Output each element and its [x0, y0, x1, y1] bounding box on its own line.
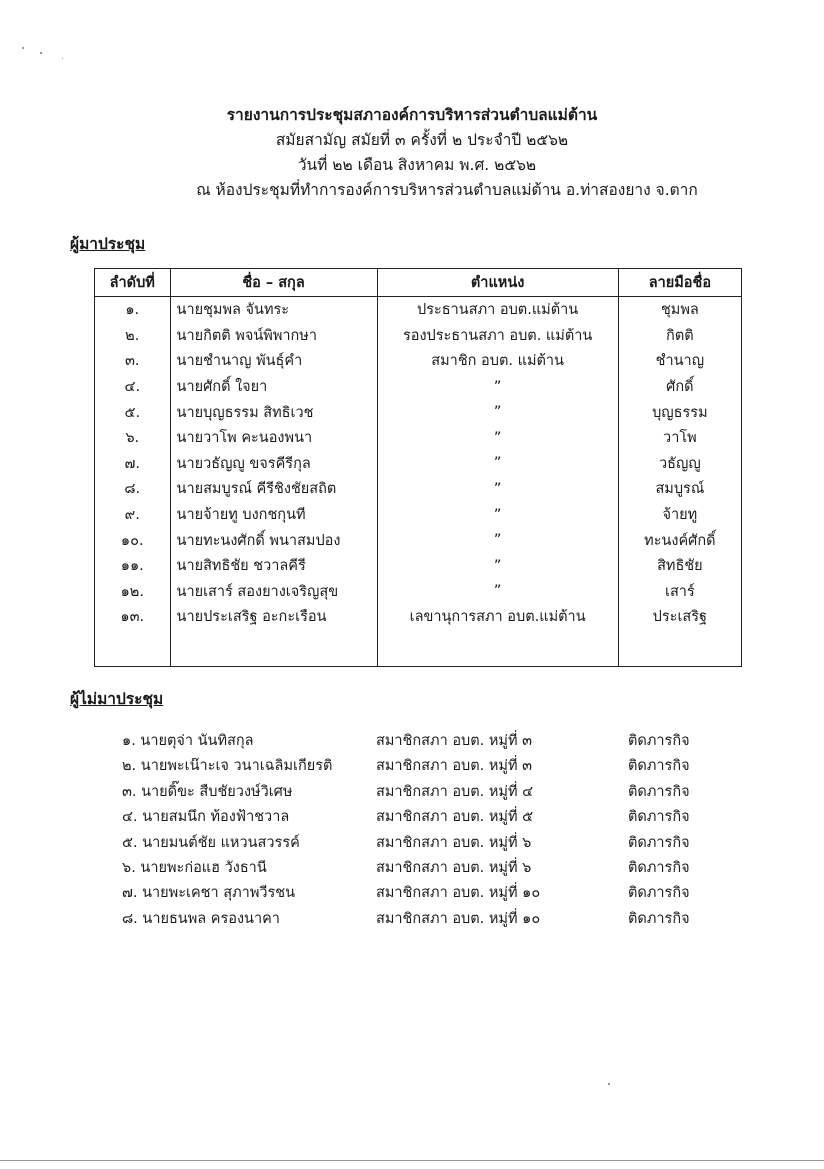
attendee-position: ประธานสภา อบต.แม่ต้าน [377, 297, 618, 323]
column-header-signature: ลายมือชื่อ [618, 269, 741, 297]
attendee-position: ” [377, 425, 618, 451]
absentee-name: ๖. นายพะก่อแฮ วังธานี [122, 859, 267, 876]
list-item [122, 829, 742, 854]
attendee-signature: ทะนงค์ศักดิ์ [618, 527, 741, 553]
row-number: ๗. [95, 451, 171, 477]
list-item [122, 905, 742, 930]
attendee-signature: จ้ายทู [618, 502, 741, 528]
empty-cell [618, 630, 741, 667]
attendee-position: รองประธานสภา อบต. แม่ต้าน [377, 323, 618, 349]
absentee-reason: ติดภารกิจ [628, 859, 690, 876]
row-number: ๑๒. [95, 579, 171, 605]
attendee-name: นายสมบูรณ์ คีรีชิงชัยสถิต [170, 476, 377, 502]
attendee-name: นายจ้ายทู บงกชกุนที [170, 502, 377, 528]
attendee-name: นายทะนงศักดิ์ พนาสมปอง [170, 527, 377, 553]
attendee-position: ” [377, 451, 618, 477]
absentee-position: สมาชิกสภา อบต. หมู่ที่ ๕ [376, 809, 534, 826]
list-item [122, 778, 742, 803]
absentee-name: ๑. นายตุจ่า นันทิสกุล [122, 733, 254, 749]
table-row [95, 502, 742, 528]
row-number: ๘. [95, 476, 171, 502]
attendees-heading: ผู้มาประชุม [70, 235, 146, 253]
absentee-position: สมาชิกสภา อบต. หมู่ที่ ๖ [376, 834, 532, 851]
attendee-name: นายชุมพล จันทระ [170, 297, 377, 323]
row-number: ๓. [95, 348, 171, 374]
attendee-signature: สิทธิชัย [618, 553, 741, 579]
attendee-signature: วาโพ [618, 425, 741, 451]
table-row [95, 553, 742, 579]
absentee-position: สมาชิกสภา อบต. หมู่ที่ ๑๐ [376, 910, 541, 927]
column-header-name: ชื่อ – สกุล [170, 269, 377, 297]
scan-edge-line [0, 1160, 824, 1161]
row-number: ๖. [95, 425, 171, 451]
attendee-position: ” [377, 399, 618, 425]
attendee-position: ” [377, 527, 618, 553]
attendee-position: สมาชิก อบต. แม่ต้าน [377, 348, 618, 374]
table-row [95, 476, 742, 502]
attendee-name: นายวธัญญู ขจรคีรีกุล [170, 451, 377, 477]
list-item [122, 803, 742, 828]
attendee-signature: ชุมพล [618, 297, 741, 323]
attendee-signature: ประเสริฐ [618, 604, 741, 630]
table-row [95, 425, 742, 451]
list-item [122, 752, 742, 777]
attendee-signature: วธัญญู [618, 451, 741, 477]
row-number: ๑๐. [95, 527, 171, 553]
attendee-name: นายศักดิ์ ใจยา [170, 374, 377, 400]
absentee-name: ๘. นายธนพล ครองนาคา [122, 910, 280, 927]
absentee-position: สมาชิกสภา อบต. หมู่ที่ ๖ [376, 859, 532, 876]
absentee-position: สมาชิกสภา อบต. หมู่ที่ ๑๐ [376, 885, 541, 902]
absentee-name: ๗. นายพะเคชา สุภาพวีรชน [122, 885, 296, 902]
absentee-reason: ติดภารกิจ [628, 733, 690, 749]
table-row [95, 604, 742, 630]
table-row [95, 527, 742, 553]
row-number: ๕. [95, 399, 171, 425]
table-row [95, 297, 742, 323]
list-item [122, 727, 742, 752]
attendee-position: ” [377, 579, 618, 605]
attendee-position: เลขานุการสภา อบต.แม่ต้าน [377, 604, 618, 630]
document-title: รายงานการประชุมสภาองค์การบริหารส่วนตำบลแม่ต้าน [226, 106, 598, 124]
attendee-signature: เสาร์ [618, 579, 741, 605]
absentee-position: สมาชิกสภา อบต. หมู่ที่ ๓ [376, 758, 533, 775]
column-header-no: ลำดับที่ [95, 269, 171, 297]
absentee-name: ๕. นายมนต์ชัย แหวนสวรรค์ [122, 834, 300, 851]
attendee-name: นายบุญธรรม สิทธิเวช [170, 399, 377, 425]
attendee-name: นายประเสริฐ อะกะเรือน [170, 604, 377, 630]
absentee-reason: ติดภารกิจ [628, 885, 690, 902]
attendees-table [94, 268, 742, 667]
absentee-reason: ติดภารกิจ [628, 758, 690, 775]
absentees-list [122, 727, 742, 930]
table-row [95, 348, 742, 374]
column-header-position: ตำแหน่ง [377, 269, 618, 297]
attendee-signature: ชำนาญ [618, 348, 741, 374]
attendee-name: นายสิทธิชัย ชวาลคีรี [170, 553, 377, 579]
row-number: ๔. [95, 374, 171, 400]
absentee-position: สมาชิกสภา อบต. หมู่ที่ ๓ [376, 733, 533, 749]
absentee-position: สมาชิกสภา อบต. หมู่ที่ ๔ [376, 783, 534, 800]
location-line: ณ ห้องประชุมที่ทำการองค์การบริหารส่วนตำบลแม่ต้าน อ.ท่าสองยาง จ.ตาก [196, 181, 698, 199]
table-row [95, 399, 742, 425]
row-number: ๑. [95, 297, 171, 323]
absentee-reason: ติดภารกิจ [628, 834, 690, 851]
scan-speck [608, 1083, 610, 1085]
absentee-reason: ติดภารกิจ [628, 809, 690, 826]
attendee-signature: ศักดิ์ [618, 374, 741, 400]
scan-speck [40, 52, 42, 54]
table-row-empty [95, 630, 742, 667]
empty-cell [377, 630, 618, 667]
absentee-name: ๒. นายพะเน๊าะเจ วนาเฉลิมเกียรติ [122, 758, 333, 775]
absentee-name: ๓. นายดิ๊ขะ สืบชัยวงษ์วิเศษ [122, 783, 293, 800]
row-number: ๑๑. [95, 553, 171, 579]
session-line: สมัยสามัญ สมัยที่ ๓ ครั้งที่ ๒ ประจำปี ๒๕๖๒ [275, 131, 569, 149]
attendee-position: ” [377, 502, 618, 528]
absentees-heading: ผู้ไม่มาประชุม [70, 690, 164, 708]
list-item [122, 854, 742, 879]
row-number: ๙. [95, 502, 171, 528]
attendee-signature: กิตติ [618, 323, 741, 349]
scan-speck [62, 58, 63, 59]
table-row [95, 323, 742, 349]
table-row [95, 579, 742, 605]
empty-cell [170, 630, 377, 667]
scan-speck [22, 47, 24, 49]
attendee-name: นายกิตติ พจน์พิพากษา [170, 323, 377, 349]
date-line: วันที่ ๒๒ เดือน สิงหาคม พ.ศ. ๒๕๖๒ [297, 156, 537, 174]
row-number: ๑๓. [95, 604, 171, 630]
absentee-reason: ติดภารกิจ [628, 910, 690, 927]
attendee-signature: บุญธรรม [618, 399, 741, 425]
list-item [122, 879, 742, 904]
attendee-position: ” [377, 553, 618, 579]
empty-cell [95, 630, 171, 667]
table-row [95, 451, 742, 477]
attendee-name: นายเสาร์ สองยางเจริญสุข [170, 579, 377, 605]
row-number: ๒. [95, 323, 171, 349]
attendee-signature: สมบูรณ์ [618, 476, 741, 502]
attendee-position: ” [377, 476, 618, 502]
document-header [0, 103, 824, 203]
table-row [95, 374, 742, 400]
absentee-name: ๔. นายสมนึก ท้องฟ้าชวาล [122, 809, 290, 826]
table-header-row [95, 269, 742, 297]
attendee-name: นายวาโพ คะนองพนา [170, 425, 377, 451]
attendee-position: ” [377, 374, 618, 400]
attendee-name: นายชำนาญ พันธุ์คำ [170, 348, 377, 374]
absentee-reason: ติดภารกิจ [628, 783, 690, 800]
